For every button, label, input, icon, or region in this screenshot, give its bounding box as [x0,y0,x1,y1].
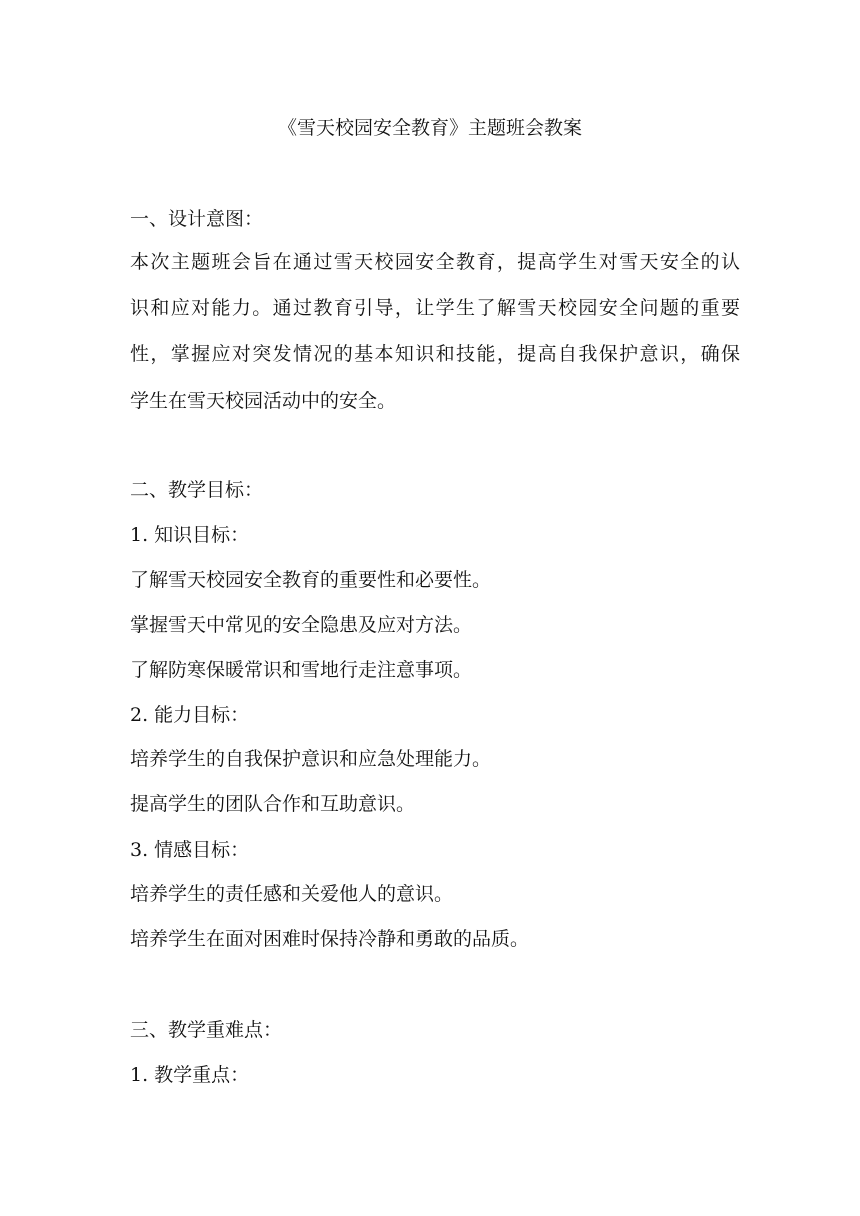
list-item: 提高学生的团队合作和互助意识。 [130,793,416,815]
section-heading-key-difficulties: 三、教学重难点： [130,1019,283,1041]
document-title: 《雪天校园安全教育》主题班会教案 [277,117,582,139]
list-item: 了解雪天校园安全教育的重要性和必要性。 [130,569,492,591]
subheading-ability-goal: 2. 能力目标： [130,704,250,726]
section-heading-teaching-goals: 二、教学目标： [130,479,264,501]
subheading-key-point: 1. 教学重点： [130,1064,250,1086]
subheading-knowledge-goal: 1. 知识目标： [130,524,250,546]
list-item: 培养学生的自我保护意识和应急处理能力。 [130,748,492,770]
paragraph-line: 学生在雪天校园活动中的安全。 [130,390,397,412]
section-heading-design-intent: 一、设计意图： [130,208,264,230]
paragraph-line: 本次主题班会旨在通过雪天校园安全教育，提高学生对雪天安全的认 [130,251,740,273]
list-item: 了解防寒保暖常识和雪地行走注意事项。 [130,659,473,681]
list-item: 掌握雪天中常见的安全隐患及应对方法。 [130,614,473,636]
paragraph-line: 性，掌握应对突发情况的基本知识和技能，提高自我保护意识，确保 [130,343,740,365]
paragraph-line: 识和应对能力。通过教育引导，让学生了解雪天校园安全问题的重要 [130,297,740,319]
list-item: 培养学生的责任感和关爱他人的意识。 [130,883,454,905]
list-item: 培养学生在面对困难时保持冷静和勇敢的品质。 [130,928,530,950]
subheading-emotion-goal: 3. 情感目标： [130,839,250,861]
